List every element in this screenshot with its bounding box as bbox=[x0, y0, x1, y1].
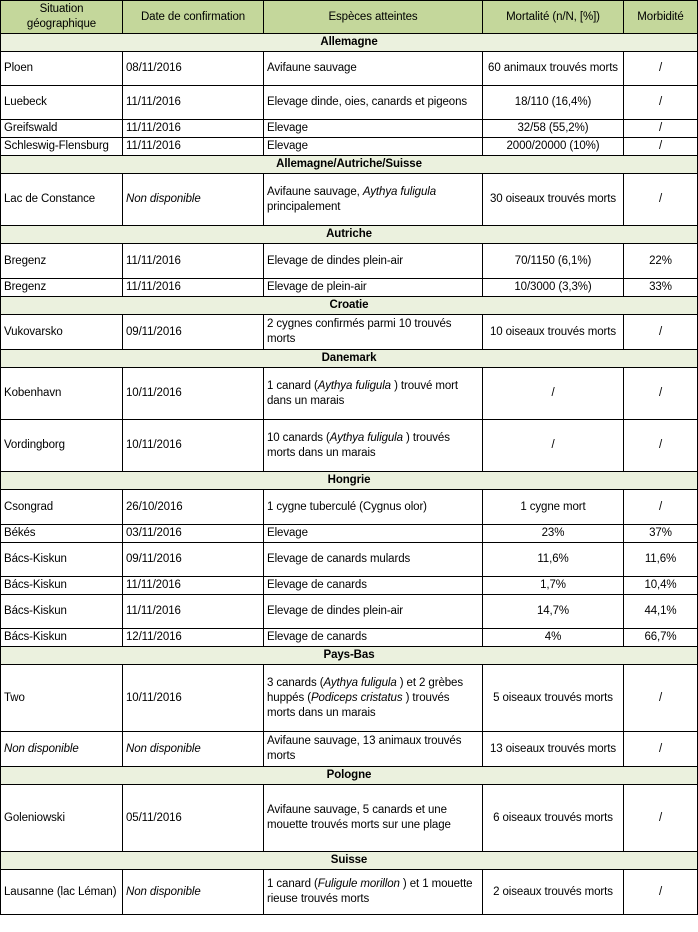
species-text: 2 cygnes confirmés parmi 10 trouvés morts bbox=[267, 318, 452, 345]
species-latin-name: Aythya fuligula bbox=[329, 431, 403, 444]
cell-location: Lausanne (lac Léman) bbox=[1, 870, 123, 915]
species-text: Elevage de plein-air bbox=[267, 281, 367, 293]
table-row bbox=[1, 525, 698, 543]
cell-morbidity: 66,7% bbox=[624, 629, 698, 647]
cell-mortality: 6 oiseaux trouvés morts bbox=[483, 785, 624, 852]
cell-species bbox=[264, 595, 483, 629]
cell-species bbox=[264, 870, 483, 915]
species-text: Avifaune sauvage, bbox=[267, 185, 363, 198]
cell-species bbox=[264, 629, 483, 647]
cell-mortality: / bbox=[483, 420, 624, 472]
species-text: Elevage de dindes plein-air bbox=[267, 605, 404, 617]
cell-mortality: 2 oiseaux trouvés morts bbox=[483, 870, 624, 915]
cell-species bbox=[264, 490, 483, 525]
cell-location: Luebeck bbox=[1, 86, 123, 120]
header-location: Situation géographique bbox=[1, 1, 123, 34]
header-species: Espèces atteintes bbox=[264, 1, 483, 34]
cell-species bbox=[264, 120, 483, 138]
table-row bbox=[1, 543, 698, 577]
table-row bbox=[1, 732, 698, 767]
cell-mortality: 1,7% bbox=[483, 577, 624, 595]
species-text: Elevage bbox=[267, 140, 308, 152]
cell-date: 10/11/2016 bbox=[123, 665, 264, 732]
country-group-row bbox=[1, 226, 698, 244]
cell-location: Goleniowski bbox=[1, 785, 123, 852]
table-row bbox=[1, 174, 698, 226]
cell-date: 03/11/2016 bbox=[123, 525, 264, 543]
cell-species bbox=[264, 543, 483, 577]
table-row bbox=[1, 315, 698, 350]
species-latin-name: Podiceps cristatus bbox=[310, 691, 403, 704]
species-text: Elevage bbox=[267, 122, 308, 134]
species-text: Avifaune sauvage bbox=[267, 62, 357, 74]
cell-species bbox=[264, 732, 483, 767]
cell-mortality: 60 animaux trouvés morts bbox=[483, 52, 624, 86]
cell-species bbox=[264, 420, 483, 472]
cell-date: 10/11/2016 bbox=[123, 368, 264, 420]
cell-mortality: 5 oiseaux trouvés morts bbox=[483, 665, 624, 732]
cell-location: Bregenz bbox=[1, 244, 123, 279]
species-text: 3 canards ( bbox=[267, 676, 324, 689]
country-group-row bbox=[1, 647, 698, 665]
cell-mortality: 4% bbox=[483, 629, 624, 647]
cell-location: Csongrad bbox=[1, 490, 123, 525]
country-name: Danemark bbox=[1, 350, 698, 368]
cell-morbidity: / bbox=[624, 732, 698, 767]
cell-mortality: / bbox=[483, 368, 624, 420]
species-text: ) trouvé mort dans un marais bbox=[267, 379, 458, 407]
species-text: ) trouvés morts dans un marais bbox=[267, 431, 450, 459]
country-group-row bbox=[1, 472, 698, 490]
cell-species bbox=[264, 52, 483, 86]
cell-species bbox=[264, 665, 483, 732]
species-text: Elevage de canards mulards bbox=[267, 553, 411, 565]
species-text: Elevage bbox=[267, 527, 308, 539]
cell-mortality: 23% bbox=[483, 525, 624, 543]
country-name: Allemagne/Autriche/Suisse bbox=[1, 156, 698, 174]
cell-species bbox=[264, 244, 483, 279]
cell-location: Békés bbox=[1, 525, 123, 543]
table-row bbox=[1, 490, 698, 525]
species-text: Elevage de canards bbox=[267, 631, 367, 643]
cell-date: 05/11/2016 bbox=[123, 785, 264, 852]
table-row bbox=[1, 368, 698, 420]
species-text: 1 canard ( bbox=[267, 878, 318, 890]
header-morbidity: Morbidité bbox=[624, 1, 698, 34]
cell-morbidity: / bbox=[624, 315, 698, 350]
cell-date: 09/11/2016 bbox=[123, 315, 264, 350]
cell-species bbox=[264, 279, 483, 297]
cell-mortality: 10/3000 (3,3%) bbox=[483, 279, 624, 297]
cell-morbidity: / bbox=[624, 86, 698, 120]
cell-date: 08/11/2016 bbox=[123, 52, 264, 86]
species-text: 1 canard ( bbox=[267, 379, 318, 392]
cell-date: Non disponible bbox=[123, 732, 264, 767]
species-latin-name: Fuligule morillon bbox=[317, 878, 400, 890]
species-text: Elevage dinde, oies, canards et pigeons bbox=[267, 96, 468, 108]
country-name: Pays-Bas bbox=[1, 647, 698, 665]
cell-mortality: 32/58 (55,2%) bbox=[483, 120, 624, 138]
species-text: Elevage de dindes plein-air bbox=[267, 254, 404, 267]
cell-species bbox=[264, 315, 483, 350]
cell-mortality: 10 oiseaux trouvés morts bbox=[483, 315, 624, 350]
cell-species bbox=[264, 174, 483, 226]
cell-mortality: 30 oiseaux trouvés morts bbox=[483, 174, 624, 226]
cell-mortality: 1 cygne mort bbox=[483, 490, 624, 525]
cell-morbidity: 33% bbox=[624, 279, 698, 297]
cell-mortality: 14,7% bbox=[483, 595, 624, 629]
country-name: Pologne bbox=[1, 767, 698, 785]
cell-location: Bregenz bbox=[1, 279, 123, 297]
cell-species bbox=[264, 785, 483, 852]
table-row bbox=[1, 279, 698, 297]
header-mortality: Mortalité (n/N, [%]) bbox=[483, 1, 624, 34]
cell-date: 11/11/2016 bbox=[123, 595, 264, 629]
cell-date: 11/11/2016 bbox=[123, 138, 264, 156]
table-row bbox=[1, 120, 698, 138]
species-text: Elevage de canards bbox=[267, 579, 367, 591]
country-group-row bbox=[1, 297, 698, 315]
cell-location: Greifswald bbox=[1, 120, 123, 138]
cell-morbidity: / bbox=[624, 368, 698, 420]
cell-date: 11/11/2016 bbox=[123, 120, 264, 138]
cell-date: 11/11/2016 bbox=[123, 279, 264, 297]
species-text: Avifaune sauvage, 5 canards et une mouette trouvés morts sur une plage bbox=[267, 804, 451, 831]
species-latin-name: Aythya fuligula bbox=[362, 185, 437, 198]
cell-species bbox=[264, 86, 483, 120]
cell-date: 09/11/2016 bbox=[123, 543, 264, 577]
cell-morbidity: / bbox=[624, 870, 698, 915]
cell-location: Non disponible bbox=[1, 732, 123, 767]
cell-date: 12/11/2016 bbox=[123, 629, 264, 647]
cell-date: 11/11/2016 bbox=[123, 86, 264, 120]
cell-morbidity: 22% bbox=[624, 244, 698, 279]
cell-location: Bács-Kiskun bbox=[1, 543, 123, 577]
species-text: ) et 2 grèbes huppés ( bbox=[267, 676, 463, 704]
table-row bbox=[1, 785, 698, 852]
cell-morbidity: 37% bbox=[624, 525, 698, 543]
cell-morbidity: / bbox=[624, 52, 698, 86]
cell-date: 11/11/2016 bbox=[123, 577, 264, 595]
cell-date: 10/11/2016 bbox=[123, 420, 264, 472]
cell-morbidity: 11,6% bbox=[624, 543, 698, 577]
cell-location: Bács-Kiskun bbox=[1, 577, 123, 595]
cell-species bbox=[264, 138, 483, 156]
country-group-row bbox=[1, 852, 698, 870]
species-text: 10 canards ( bbox=[267, 431, 330, 444]
species-latin-name: Aythya fuligula bbox=[323, 676, 397, 689]
header-date: Date de confirmation bbox=[123, 1, 264, 34]
cell-morbidity: / bbox=[624, 420, 698, 472]
country-group-row bbox=[1, 767, 698, 785]
cell-location: Two bbox=[1, 665, 123, 732]
cell-location: Vordingborg bbox=[1, 420, 123, 472]
cell-mortality: 13 oiseaux trouvés morts bbox=[483, 732, 624, 767]
header-row bbox=[1, 1, 698, 34]
cell-morbidity: 10,4% bbox=[624, 577, 698, 595]
table-row bbox=[1, 138, 698, 156]
cell-mortality: 2000/20000 (10%) bbox=[483, 138, 624, 156]
cell-date: Non disponible bbox=[123, 174, 264, 226]
country-name: Hongrie bbox=[1, 472, 698, 490]
table-row bbox=[1, 420, 698, 472]
species-text: Avifaune sauvage, 13 animaux trouvés morts bbox=[267, 735, 462, 762]
country-name: Allemagne bbox=[1, 34, 698, 52]
table-row bbox=[1, 244, 698, 279]
table-row bbox=[1, 86, 698, 120]
cell-species bbox=[264, 368, 483, 420]
cell-date: 26/10/2016 bbox=[123, 490, 264, 525]
cell-morbidity: / bbox=[624, 120, 698, 138]
cell-morbidity: / bbox=[624, 490, 698, 525]
cell-location: Vukovarsko bbox=[1, 315, 123, 350]
cell-species bbox=[264, 577, 483, 595]
country-name: Croatie bbox=[1, 297, 698, 315]
table-row bbox=[1, 577, 698, 595]
species-latin-name: Aythya fuligula bbox=[317, 379, 391, 392]
cell-mortality: 18/110 (16,4%) bbox=[483, 86, 624, 120]
country-group-row bbox=[1, 34, 698, 52]
table-row bbox=[1, 870, 698, 915]
cell-location: Ploen bbox=[1, 52, 123, 86]
cell-morbidity: / bbox=[624, 174, 698, 226]
table-row bbox=[1, 595, 698, 629]
cell-morbidity: / bbox=[624, 665, 698, 732]
cell-location: Bács-Kiskun bbox=[1, 595, 123, 629]
cell-mortality: 11,6% bbox=[483, 543, 624, 577]
cell-date: Non disponible bbox=[123, 870, 264, 915]
species-text: ) trouvés morts dans un marais bbox=[267, 691, 450, 719]
cell-date: 11/11/2016 bbox=[123, 244, 264, 279]
cell-morbidity: / bbox=[624, 785, 698, 852]
cell-location: Kobenhavn bbox=[1, 368, 123, 420]
cell-species bbox=[264, 525, 483, 543]
country-name: Suisse bbox=[1, 852, 698, 870]
table-row bbox=[1, 665, 698, 732]
cell-morbidity: / bbox=[624, 138, 698, 156]
country-group-row bbox=[1, 350, 698, 368]
country-group-row bbox=[1, 156, 698, 174]
cell-location: Lac de Constance bbox=[1, 174, 123, 226]
cell-location: Bács-Kiskun bbox=[1, 629, 123, 647]
table-body bbox=[1, 34, 698, 915]
table-row bbox=[1, 52, 698, 86]
cell-morbidity: 44,1% bbox=[624, 595, 698, 629]
table-row bbox=[1, 629, 698, 647]
country-name: Autriche bbox=[1, 226, 698, 244]
species-text: 1 cygne tuberculé (Cygnus olor) bbox=[267, 500, 427, 513]
species-text: ) et 1 mouette rieuse trouvés morts bbox=[267, 878, 473, 905]
cell-mortality: 70/1150 (6,1%) bbox=[483, 244, 624, 279]
species-text: principalement bbox=[267, 200, 341, 213]
cell-location: Schleswig-Flensburg bbox=[1, 138, 123, 156]
